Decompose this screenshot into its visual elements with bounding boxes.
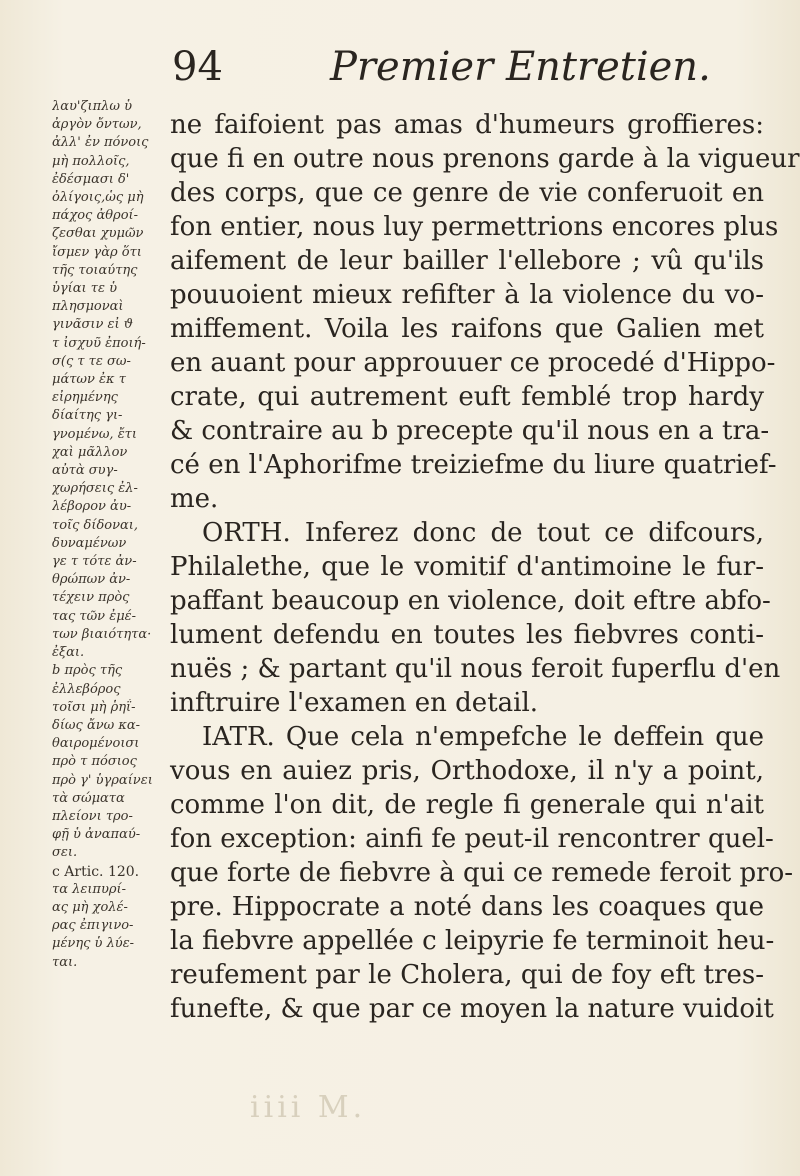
text-line: pre. Hippocrate a noté dans les coaques que — [170, 892, 764, 922]
margin-note-line: τέχειν πρὸς — [52, 590, 130, 606]
margin-note-line: δίως ἄνω κα- — [52, 717, 141, 733]
text-line: crate, qui autrement euft femblé trop hardy — [170, 382, 764, 412]
margin-note-line: τὰ σώματα — [52, 790, 125, 806]
text-line: que fi en outre nous prenons garde à la vigueur — [170, 144, 800, 174]
margin-note-line: λέβορον ἀυ- — [52, 499, 132, 515]
text-line: ORTH. Inferez donc de tout ce difcours, — [202, 518, 764, 548]
margin-note-line: γινᾶσιν εἰ ϑ — [52, 317, 134, 333]
text-line: ne faifoient pas amas d'humeurs groffieres: — [170, 110, 764, 140]
margin-note-line: φῇ ὑ ἀναπαύ- — [52, 827, 141, 843]
margin-note-line: ζεσθαι χυμῶν — [52, 226, 144, 242]
margin-note-line: τοῖσι μὴ ῥηΐ- — [52, 699, 136, 715]
text-line: paffant beaucoup en violence, doit eftre abfo- — [170, 586, 771, 616]
text-line: cé en l'Aphorifme treiziefme du liure quatrief- — [170, 450, 777, 480]
text-line: Philalethe, que le vomitif d'antimoine le fur- — [170, 552, 764, 582]
margin-note-line: πλείονι τρο- — [52, 808, 133, 824]
margin-note-line: αὐτὰ συγ- — [52, 463, 118, 479]
text-line: en auant pour approuuer ce procedé d'Hippo- — [170, 348, 776, 378]
margin-note-line: σ(ς τ τε σω- — [52, 353, 131, 369]
margin-note-line: τοῖς δίδοναι, — [52, 517, 139, 533]
margin-note-line: των βιαιότητα· — [52, 626, 152, 642]
margin-note-line: εἰρημένης — [52, 390, 118, 406]
page-number: 94 — [172, 44, 223, 90]
margin-note-line: ὑγίαι τε ὑ — [52, 281, 117, 297]
margin-note-line: μάτων ἐκ τ — [52, 372, 126, 388]
margin-note-line: θαιρομένοισι — [52, 736, 140, 752]
margin-note-line: ται. — [52, 954, 78, 970]
margin-note-line: θρώπων ἀν- — [52, 572, 131, 588]
text-line: comme l'on dit, de regle fi generale qui n'ait — [170, 790, 764, 820]
text-line: vous en auiez pris, Orthodoxe, il n'y a point, — [170, 756, 764, 786]
text-line: la fiebvre appellée c leipyrie fe terminoit heu- — [170, 926, 775, 956]
text-line: IATR. Que cela n'empefche le deffein que — [202, 722, 764, 752]
margin-note-line: ὀλίγοις,ὡς μὴ — [52, 190, 144, 206]
text-line: fon entier, nous luy permettrions encores plus — [170, 212, 779, 242]
text-line: des corps, que ce genre de vie conferuoit en — [170, 178, 764, 208]
running-title: Premier Entretien. — [330, 44, 711, 90]
margin-note-line: μὴ πολλοῖς, — [52, 153, 130, 169]
text-line: fon exception: ainfi fe peut-il rencontrer quel- — [170, 824, 774, 854]
margin-note-line: ρας ἐπιγινο- — [52, 918, 134, 934]
margin-note-line: σει. — [52, 845, 78, 861]
text-line: & contraire au b precepte qu'il nous en a tra- — [170, 416, 770, 446]
margin-note-line: πάχος ἀθροί- — [52, 208, 139, 224]
margin-note-line: λαυ'ζιπλω ὑ — [52, 99, 133, 114]
text-line: funefte, & que par ce moyen la nature vuidoit — [170, 994, 774, 1024]
margin-note-line: δυναμένων — [52, 535, 127, 551]
margin-note-line: τῆς τοιαύτης — [52, 262, 138, 278]
margin-note-line: γνομένω, ἔτι — [52, 426, 137, 442]
margin-note-line: χωρήσεις ἐλ- — [52, 481, 138, 497]
text-line: me. — [170, 484, 219, 514]
text-line: miffement. Voila les raifons que Galien met — [170, 314, 764, 344]
margin-note-line: πρὸ γ' ὑγραίνει — [52, 772, 153, 788]
margin-note-line: χαὶ μᾶλλον — [52, 444, 128, 460]
body-text — [170, 108, 800, 1026]
margin-note-line: τας τῶν ἐμέ- — [52, 608, 137, 624]
margin-note-line: ἀργὸν ὄντων, — [52, 117, 142, 133]
library-stamp: iiii M. — [250, 1090, 367, 1125]
margin-note-line: πλησμοναὶ — [52, 299, 124, 315]
margin-note-line: ἐλλεβόρος — [52, 681, 121, 697]
text-line: que forte de fiebvre à qui ce remede feroit pro- — [170, 858, 794, 888]
page-header — [170, 44, 770, 104]
margin-note-line: ἐξαι. — [52, 645, 85, 661]
margin-note-line: πρὸ τ πόσιος — [52, 754, 137, 770]
margin-notes — [52, 98, 164, 972]
text-line: lument defendu en toutes les fiebvres conti- — [170, 620, 764, 650]
margin-note-line: μένης ὑ λύε- — [52, 936, 135, 952]
margin-note-line: τα λειπυρί- — [52, 881, 126, 897]
margin-note-line: τ ἰσχυῦ ἐποιή- — [52, 335, 146, 351]
margin-note-line: δίαίτης γι- — [52, 408, 123, 424]
margin-note-line: γε τ τότε ἀν- — [52, 554, 137, 570]
text-line: inftruire l'examen en detail. — [170, 688, 539, 718]
margin-note-line: ἀλλ' ἐν πόνοις — [52, 135, 149, 151]
margin-note-line: b πρὸς τῆς — [52, 663, 123, 679]
text-line: aifement de leur bailler l'ellebore ; vû qu'ils — [170, 246, 764, 276]
margin-note-line: c Artic. 120. — [52, 863, 140, 880]
margin-note-line: ας μὴ χολέ- — [52, 899, 128, 915]
text-line: nuës ; & partant qu'il nous feroit fuperflu d'en — [170, 654, 781, 684]
margin-note-line: ἴσμεν γὰρ ὅτι — [52, 244, 142, 260]
margin-note-line: ἐδέσμασι δ' — [52, 171, 130, 187]
text-line: pouuoient mieux refifter à la violence du vo- — [170, 280, 764, 310]
text-line: reufement par le Cholera, qui de foy eft tres- — [170, 960, 764, 990]
